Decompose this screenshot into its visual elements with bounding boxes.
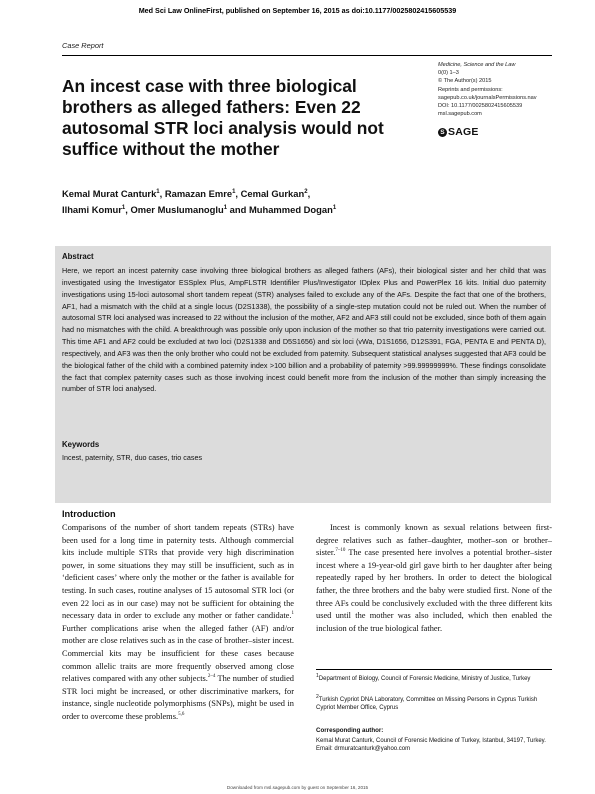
reprints-label: Reprints and permissions:: [438, 86, 503, 93]
author-name: Muhammed Dogan: [248, 204, 333, 215]
body-text: The number of studied STR loci might be increased, or other discriminative markers, for instance, single nucleotide polymorphisms (SNPs), might be used in order to overcome these problems.: [62, 674, 294, 721]
author-name: Ramazan Emre: [164, 188, 233, 199]
corresponding-author-heading: Corresponding author:: [316, 727, 384, 734]
author-affiliation: 1: [156, 188, 160, 195]
corresponding-address: Kemal Murat Canturk, Council of Forensic Medicine of Turkey, Istanbul, 34197, Turkey.: [316, 738, 546, 744]
citation-ref[interactable]: 1: [291, 611, 294, 617]
author-conjunction: and: [229, 204, 247, 215]
download-notice: Downloaded from msl.sagepub.com by guest on September 16, 2015: [226, 785, 369, 790]
affiliation-text: Turkish Cypriot DNA Laboratory, Committee on Missing Persons in Cyprus Turkish Cypriot Member Office, Cyprus: [316, 697, 538, 712]
doi[interactable]: DOI: 10.1177/0025802415605539: [438, 103, 523, 110]
sage-logo-text: SAGE: [448, 126, 479, 138]
citation-ref[interactable]: 2–4: [207, 674, 216, 680]
abstract-heading: Abstract: [62, 252, 94, 261]
author-line-2: Ilhami Komur$^1$, Omer Muslumanoglu$^1$ and Muhammed Dogan$^1$: [62, 204, 337, 215]
affiliation-number: 1: [316, 673, 319, 679]
article-type: Case Report: [62, 41, 104, 50]
body-column-left: [62, 522, 294, 724]
journal-site-link[interactable]: msl.sagepub.com: [438, 111, 482, 118]
body-text: Incest is commonly known as sexual relations between first-degree relatives such as father–daughter, mother–son or brother–sister.: [316, 523, 552, 558]
sage-logo: [438, 126, 479, 138]
author-affiliation: 1: [121, 204, 126, 211]
citation-ref[interactable]: 7–10: [335, 548, 346, 554]
body-text: Comparisons of the number of short tandem repeats (STRs) have been used for a long time in paternity tests. Although commercial kits include multiple STRs that provide very high discrimination power, in some situations they may still be insufficient, such as in ‘deficient cases’ where only the mother or the father is available for testing. In such cases, routine analyses of 15 autosomal STR loci (or even 22 loci as in our case) may not be sufficient for obtaining the necessary data in order to exclude any mother or father candidate.: [62, 523, 294, 621]
author-list: [62, 186, 502, 218]
author-affiliation: 2: [304, 188, 308, 195]
header-rule: [62, 55, 552, 56]
journal-meta: [438, 61, 578, 118]
footnote-rule: [316, 669, 552, 670]
body-column-right: [316, 522, 552, 635]
author-name: Ilhami Komur: [62, 204, 122, 215]
journal-name: Medicine, Science and the Law: [438, 62, 516, 68]
affiliation-2: [316, 696, 552, 712]
author-name: Omer Muslumanoglu: [130, 204, 224, 215]
introduction-heading: Introduction: [62, 509, 116, 519]
author-affiliation: 1: [223, 204, 228, 211]
citation-ref[interactable]: 5,6: [178, 712, 185, 718]
corresponding-author: [316, 737, 552, 753]
volume-issue: 0(0) 1–3: [438, 70, 459, 77]
body-text: The case presented here involves a potential brother–sister incest where a 19-year-old girl gave birth to her daughter after being repeatedly raped by her brothers. In order to detect the biological father, the three brothers and the baby were studied first. None of the three AFs could be conclusively excluded with the three different kits used until the mother was also included, which then enabled the inclusion of the true biological father.: [316, 548, 552, 633]
reprints-link[interactable]: sagepub.co.uk/journalsPermissions.nav: [438, 94, 537, 101]
online-first-banner: Med Sci Law OnlineFirst, published on September 16, 2015 as doi:10.1177/0025802415605539: [138, 6, 457, 15]
sage-s-icon: S: [438, 128, 447, 137]
affiliation-number: 2: [316, 694, 319, 700]
keywords-heading: Keywords: [62, 440, 100, 449]
article-title: An incest case with three biological brothers as alleged fathers: Even 22 autosomal STR loci analysis would not suffice without the mother: [62, 76, 384, 159]
body-text: Further complications arise when the alleged father (AF) and/or mother are close relatives such as in the case of brother–sister incest. Commercial kits may be insufficient for these cases because common allelic traits are more frequently observed among close relatives compared with any other subjects.: [62, 623, 294, 684]
corresponding-email[interactable]: Email: drmuratcanturk@yahoo.com: [316, 746, 411, 753]
author-name: Cemal Gurkan: [240, 188, 305, 199]
author-name: Kemal Murat Canturk: [62, 188, 157, 199]
author-line-1: Kemal Murat Canturk$^1$, Ramazan Emre$^1$, Cemal Gurkan$^2$,: [62, 188, 311, 199]
affiliation-1: [316, 675, 552, 683]
keywords-text: Incest, paternity, STR, duo cases, trio cases: [62, 453, 203, 462]
copyright: © The Author(s) 2015: [438, 78, 492, 85]
affiliation-text: Department of Biology, Council of Forensic Medicine, Ministry of Justice, Turkey: [318, 676, 531, 682]
abstract-text: Here, we report an incest paternity case involving three biological brothers as alleged fathers (AFs), their biological sister and her child that was investigated using the Investigator ESSplex Plus, AmpFLSTR Identifiler Plus/Investigator IDplex Plus and PowerPlex 16 kits. Initial duo paternity investigations using 15-loci autosomal short tandem repeat (STR) analyses failed to exclude any of the AFs. Despite the fact that one of the brothers, AF1, had a mismatch with the child at a single locus (D2S1338), the possibility of a single-step mutation could not be ruled out. When the number of autosomal STR loci analysed was increased to 22 without the inclusion of the mother, AF2 and AF3 still could not be excluded, since both of them again had no mismatches with the child. A breakthrough was possible only upon inclusion of the mother so that trio paternity investigations were carried out. This time AF1 and AF2 could be excluded at two loci (D2S1338 and D5S1656) and six loci (vWa, D1S1656, D12S391, FGA, PENTA E and PENTA D), respectively, and AF3 was then the only brother who could not be excluded from paternity. Subsequent statistical analyses suggested that AF3 could be the biological father of the child with a combined paternity index >100 billion and a probability of paternity >99.99999999%. These findings consolidate the fact that complex paternity cases such as those involving incest could benefit more from the inclusion of the mother than simply increasing the number of STR loci analysed.: [62, 266, 546, 394]
author-affiliation: 1: [232, 188, 236, 195]
author-affiliation: 1: [332, 204, 337, 211]
